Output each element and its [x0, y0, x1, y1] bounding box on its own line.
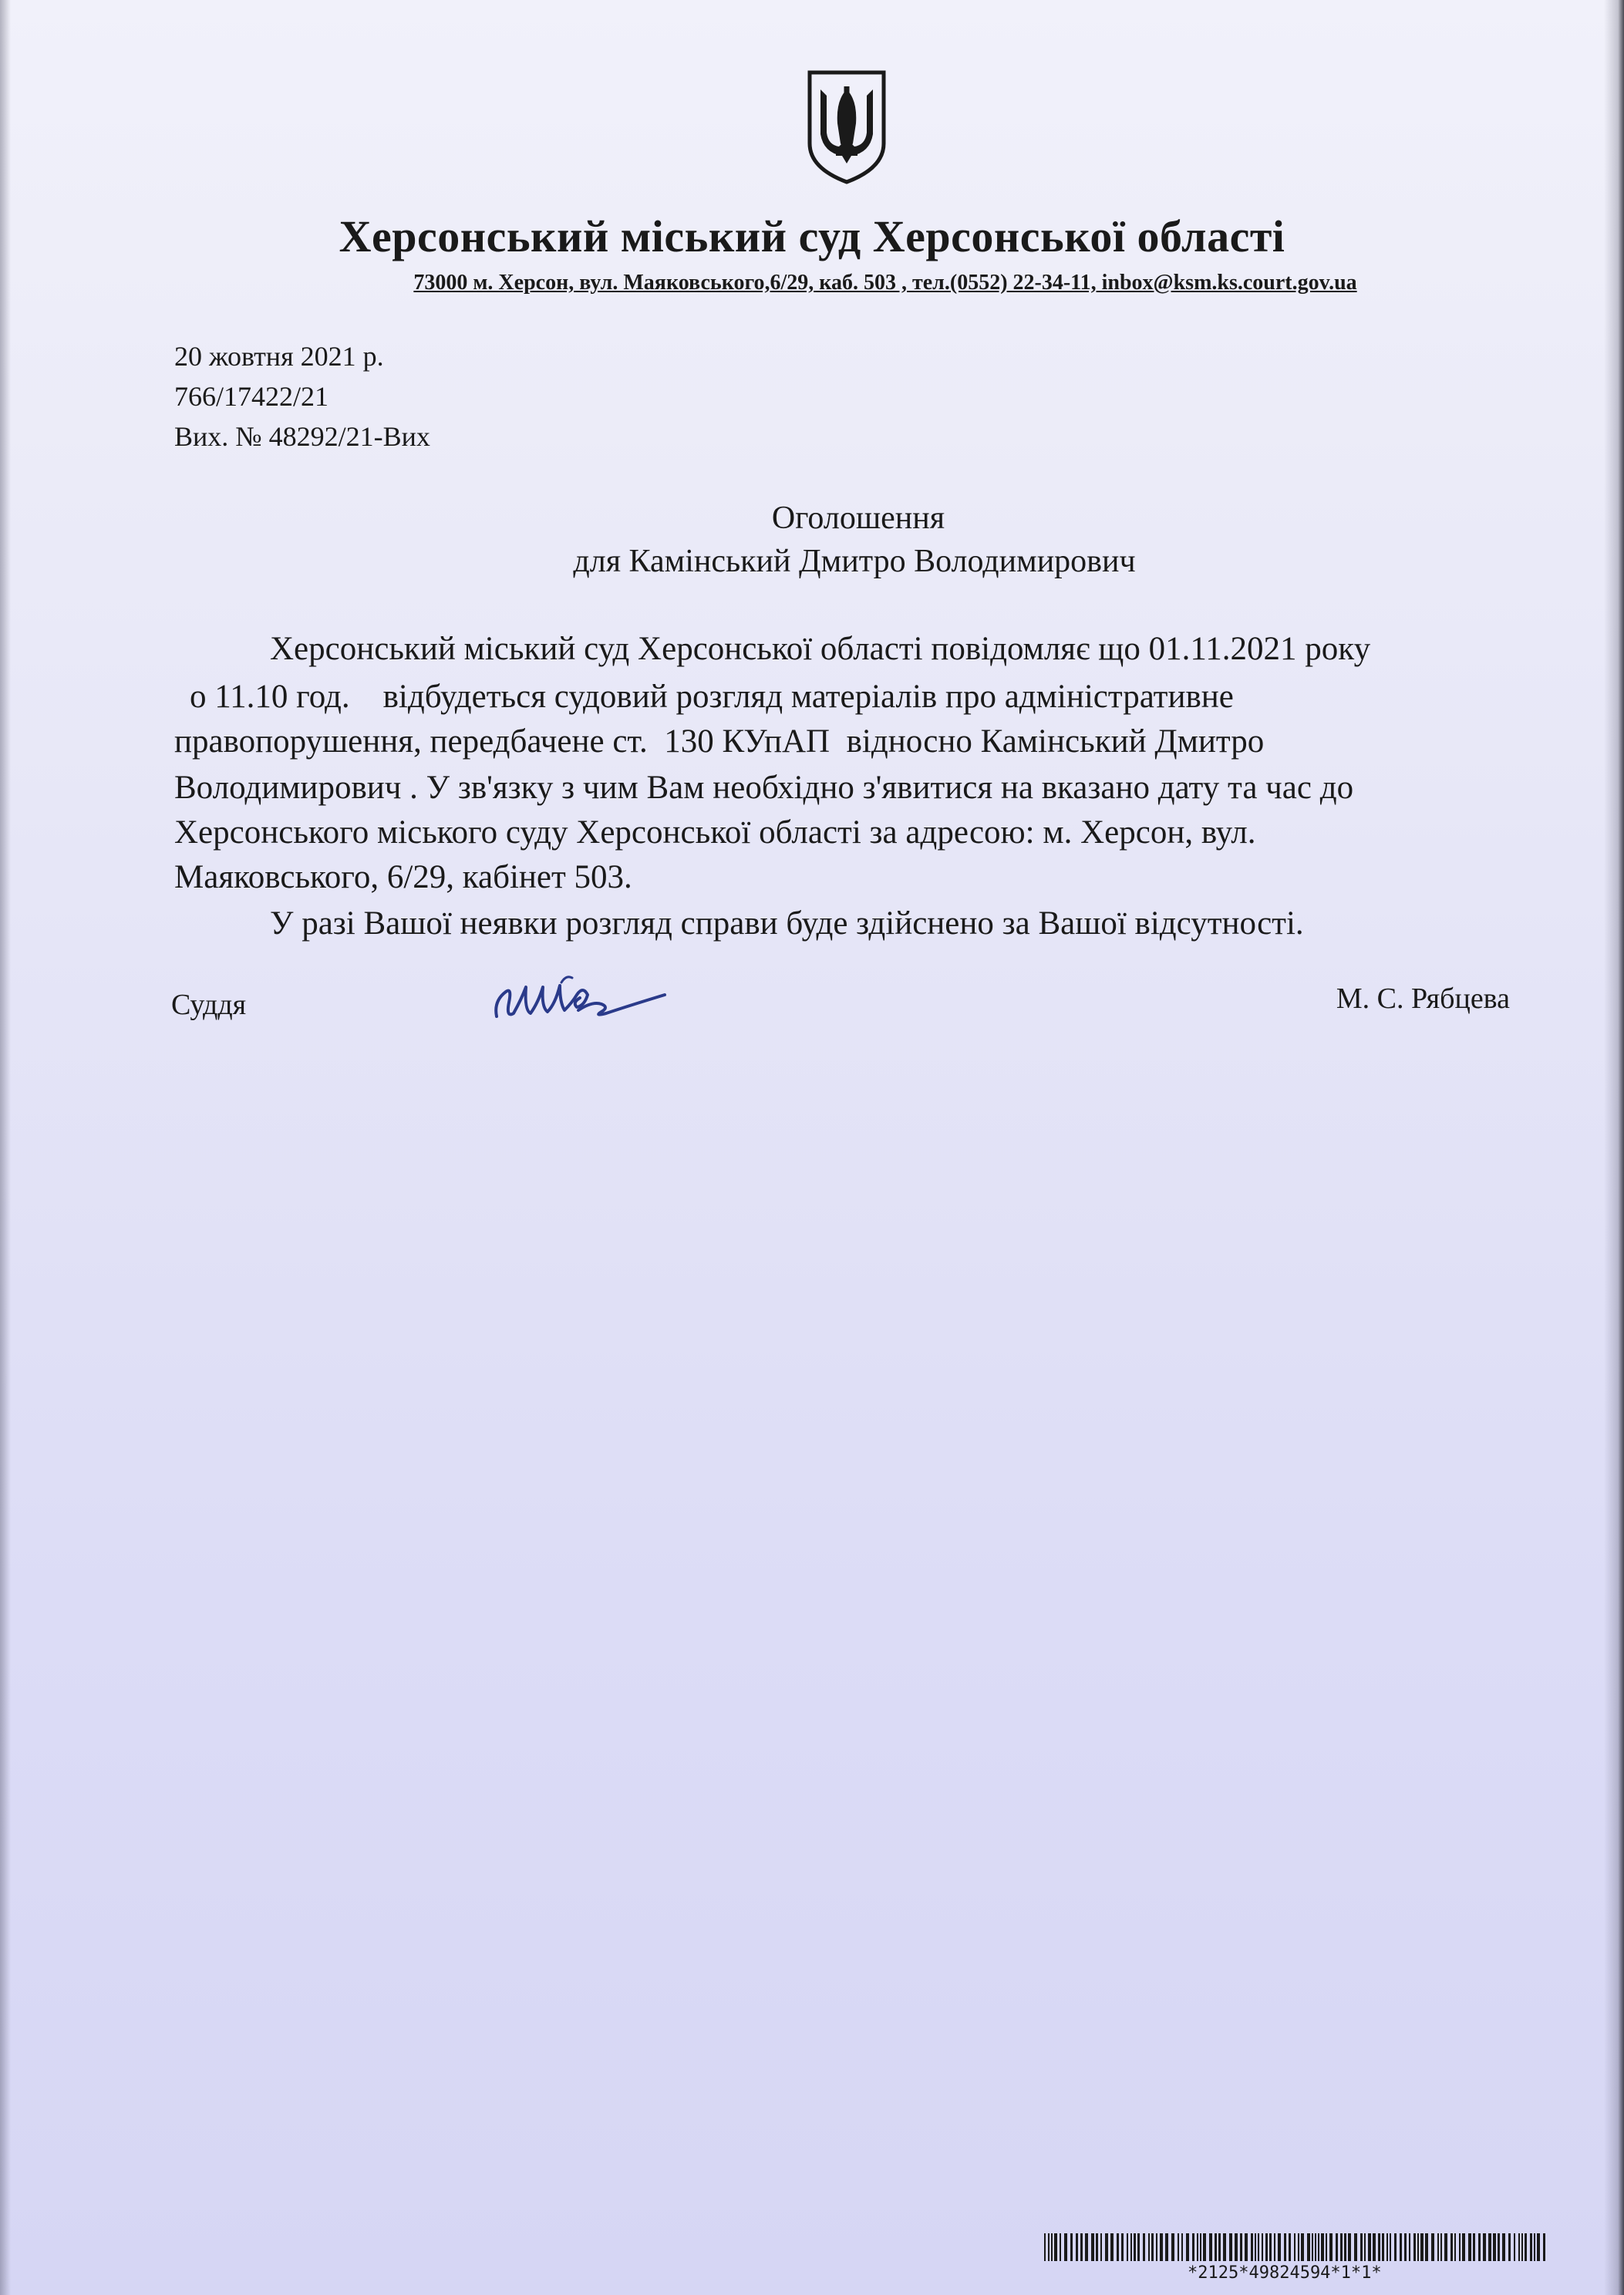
barcode-bar — [1156, 2233, 1157, 2261]
barcode-bar — [1417, 2233, 1419, 2261]
barcode-bar — [1245, 2233, 1248, 2261]
barcode-bar — [1498, 2233, 1500, 2261]
barcode-bar — [1085, 2233, 1088, 2261]
barcode-bar — [1298, 2233, 1299, 2261]
barcode-bar — [1192, 2233, 1194, 2261]
barcode-bar — [1117, 2233, 1119, 2261]
barcode-bar — [1251, 2233, 1253, 2261]
barcode-bar — [1404, 2233, 1407, 2261]
barcode-bar — [1360, 2233, 1363, 2261]
barcode-bar — [1344, 2233, 1346, 2261]
barcode-bar — [1521, 2233, 1523, 2261]
barcode-bar — [1209, 2233, 1212, 2261]
barcode-bar — [1508, 2233, 1511, 2261]
barcode-bar — [1315, 2233, 1316, 2261]
barcode-bar — [1130, 2233, 1132, 2261]
barcode-bar — [1186, 2233, 1189, 2261]
barcode-bar — [1390, 2233, 1391, 2261]
body-line: правопорушення, передбачене ст. 130 КУпАП відносно Камінський Дмитро — [174, 723, 1265, 760]
barcode-bar — [1110, 2233, 1114, 2261]
barcode-bar — [1076, 2233, 1078, 2261]
page-edge-shadow-right — [1604, 0, 1624, 2295]
body-line: Володимирович . У зв'язку з чим Вам необхідно з'явитися на вказано дату та час до — [174, 770, 1354, 806]
judge-name: М. С. Рябцева — [1336, 982, 1510, 1015]
barcode-bar — [1368, 2233, 1371, 2261]
barcode-bar — [1178, 2233, 1179, 2261]
barcode-bar — [1091, 2233, 1094, 2261]
judge-label: Суддя — [171, 989, 247, 1021]
barcode-bar — [1462, 2233, 1465, 2261]
notice-title: Оголошення — [771, 500, 945, 536]
barcode-bar — [1127, 2233, 1128, 2261]
body-line: У разі Вашої неявки розгляд справи буде здійснено за Вашої відсутності. — [270, 905, 1304, 942]
barcode-bar — [1444, 2233, 1447, 2261]
barcode-bar — [1048, 2233, 1050, 2261]
barcode-bar — [1262, 2233, 1263, 2261]
barcode-bar — [1218, 2233, 1221, 2261]
notice-recipient: для Камінський Дмитро Володимирович — [573, 544, 1136, 579]
barcode-bar — [1518, 2233, 1520, 2261]
barcode-bar — [1354, 2233, 1357, 2261]
barcode-bar — [1440, 2233, 1442, 2261]
barcode-bar — [1165, 2233, 1168, 2261]
barcode-bar — [1258, 2233, 1259, 2261]
barcode-bar — [1255, 2233, 1256, 2261]
barcode-bar — [1070, 2233, 1073, 2261]
barcode-bar — [1181, 2233, 1183, 2261]
barcode-bar — [1386, 2233, 1388, 2261]
barcode-bar — [1307, 2233, 1310, 2261]
body-line: Маяковського, 6/29, кабінет 503. — [174, 859, 632, 895]
body-line: Херсонський міський суд Херсонської області повідомляє що 01.11.2021 року — [270, 631, 1371, 667]
barcode-bar — [1348, 2233, 1351, 2261]
barcode-bar — [1493, 2233, 1496, 2261]
judge-signature — [486, 956, 671, 1041]
barcode-bar — [1382, 2233, 1384, 2261]
court-address: 73000 м. Херсон, вул. Маяковського,6/29, каб. 503 , тел.(0552) 22-34-11, inbox@ksm.ks.court.gov.ua — [413, 271, 1357, 295]
case-number: 766/17422/21 — [174, 381, 329, 412]
barcode-text: *2125*49824594*1*1* — [1188, 2263, 1382, 2283]
barcode-bar — [1265, 2233, 1268, 2261]
trident-coat-of-arms-icon — [805, 69, 888, 185]
barcode-bar — [1425, 2233, 1428, 2261]
barcode-bar — [1459, 2233, 1461, 2261]
barcode-bar — [1151, 2233, 1154, 2261]
barcode-bar — [1051, 2233, 1053, 2261]
letter-date: 20 жовтня 2021 р. — [174, 341, 384, 372]
barcode-bar — [1373, 2233, 1376, 2261]
barcode-bar — [1400, 2233, 1402, 2261]
barcode-bar — [1336, 2233, 1338, 2261]
barcode-bar — [1450, 2233, 1453, 2261]
barcode-bar — [1326, 2233, 1327, 2261]
barcode-bar — [1431, 2233, 1434, 2261]
barcode-bar — [1105, 2233, 1108, 2261]
barcode-bar — [1278, 2233, 1281, 2261]
barcode-bar — [1160, 2233, 1163, 2261]
barcode-bar — [1064, 2233, 1067, 2261]
body-line: о 11.10 год. відбудеться судовий розгляд матеріалів про адміністративне — [190, 679, 1234, 715]
barcode-bar — [1312, 2233, 1313, 2261]
court-name: Херсонський міський суд Херсонської області — [339, 211, 1285, 261]
barcode-bar — [1378, 2233, 1380, 2261]
barcode-bar — [1215, 2233, 1217, 2261]
barcode-bar — [1537, 2233, 1540, 2261]
barcode-bar — [1318, 2233, 1319, 2261]
barcode-bar — [1329, 2233, 1333, 2261]
barcode-bar — [1054, 2233, 1057, 2261]
barcode-bar — [1044, 2233, 1046, 2261]
barcode-bar — [1100, 2233, 1102, 2261]
barcode-bar — [1060, 2233, 1061, 2261]
barcode-bar — [1543, 2233, 1545, 2261]
barcode-bar — [1364, 2233, 1366, 2261]
barcode-bar — [1096, 2233, 1098, 2261]
barcode-bar — [1530, 2233, 1532, 2261]
barcode-bar — [1321, 2233, 1324, 2261]
barcode-bar — [1394, 2233, 1397, 2261]
barcode-bar — [1340, 2233, 1343, 2261]
barcode-bar — [1473, 2233, 1475, 2261]
barcode-bar — [1137, 2233, 1140, 2261]
barcode-bar — [1301, 2233, 1304, 2261]
barcode-bar — [1235, 2233, 1238, 2261]
page-edge-shadow-left — [0, 0, 11, 2295]
body-line: Херсонського міського суду Херсонської області за адресою: м. Херсон, вул. — [174, 814, 1256, 851]
barcode-bar — [1203, 2233, 1206, 2261]
barcode-bar — [1294, 2233, 1295, 2261]
barcode-bar — [1274, 2233, 1275, 2261]
barcode-bar — [1134, 2233, 1136, 2261]
barcode-bar — [1284, 2233, 1286, 2261]
barcode-bar — [1468, 2233, 1471, 2261]
barcode-bar — [1488, 2233, 1491, 2261]
barcode-bar — [1525, 2233, 1527, 2261]
barcode — [1044, 2233, 1550, 2261]
barcode-bar — [1514, 2233, 1515, 2261]
barcode-bar — [1240, 2233, 1242, 2261]
barcode-bar — [1197, 2233, 1198, 2261]
barcode-bar — [1289, 2233, 1291, 2261]
barcode-bar — [1502, 2233, 1505, 2261]
barcode-bar — [1171, 2233, 1174, 2261]
barcode-bar — [1143, 2233, 1145, 2261]
barcode-bar — [1080, 2233, 1083, 2261]
outgoing-number: Вих. № 48292/21-Вих — [174, 421, 430, 452]
barcode-bar — [1478, 2233, 1481, 2261]
barcode-bar — [1269, 2233, 1272, 2261]
barcode-bar — [1229, 2233, 1232, 2261]
barcode-bar — [1409, 2233, 1410, 2261]
barcode-bar — [1534, 2233, 1535, 2261]
barcode-bar — [1454, 2233, 1456, 2261]
barcode-bar — [1413, 2233, 1416, 2261]
barcode-bar — [1223, 2233, 1226, 2261]
barcode-bar — [1437, 2233, 1439, 2261]
barcode-bar — [1148, 2233, 1150, 2261]
barcode-bar — [1420, 2233, 1424, 2261]
barcode-bar — [1483, 2233, 1486, 2261]
barcode-bar — [1121, 2233, 1124, 2261]
barcode-bar — [1200, 2233, 1201, 2261]
